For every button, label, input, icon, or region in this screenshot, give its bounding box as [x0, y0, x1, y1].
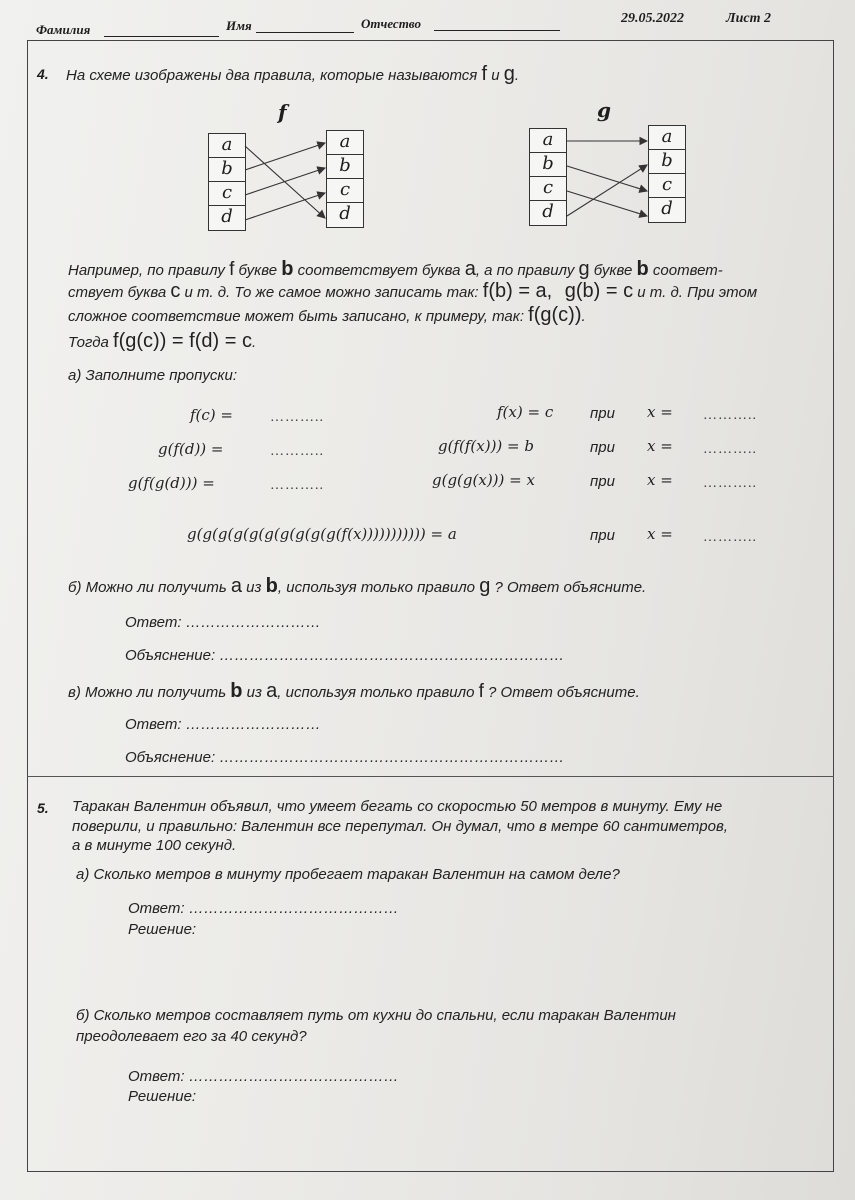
task4-intro: На схеме изображены два правила, которые называются f и g.	[66, 63, 520, 85]
blank-fc[interactable]: ………..	[270, 410, 324, 425]
task5-part-b-question-line-2: преодолевает его за 40 секунд?	[76, 1028, 307, 1045]
part-c-question: в) Можно ли получить b из a, используя только правило f ? Ответ объясните.	[68, 680, 640, 702]
blank-gffx[interactable]: ………..	[703, 442, 757, 457]
blank-expr-fc: f(c) =	[190, 406, 233, 424]
task-divider	[27, 776, 834, 777]
f-left-c: c	[209, 182, 245, 206]
task5-part-a-answer-field[interactable]: Ответ: ……………………………………	[128, 900, 399, 917]
f-right-a: a	[327, 131, 363, 155]
example-line-1: Например, по правилу f букве b соответствует буква a, а по правилу g букве b соответ-	[68, 258, 723, 280]
task5-number: 5.	[37, 800, 49, 816]
when-label: при	[590, 439, 615, 456]
g-right-d: d	[661, 198, 673, 219]
task5-part-a-solution-label: Решение:	[128, 921, 197, 938]
blank-expr-gfd: g(f(d)) =	[158, 440, 224, 458]
blank-expr-gggx: g(g(g(x))) = x	[432, 471, 535, 489]
when-label: при	[590, 473, 615, 490]
task5-part-b-solution-label: Решение:	[128, 1088, 197, 1105]
f-right-b: b	[327, 155, 363, 179]
blank-fx[interactable]: ………..	[703, 408, 757, 423]
task5-line-3: а в минуте 100 секунд.	[72, 837, 237, 854]
blank-expr-fx: f(x) = c	[497, 403, 554, 421]
when-label: при	[590, 405, 615, 422]
example-line-3: сложное соответствие может быть записано, к примеру, так: f(g(c)).	[68, 304, 586, 326]
var-label: x =	[647, 525, 673, 543]
sheet-number: Лист 2	[726, 11, 771, 26]
task5-part-b-question-line-1: б) Сколько метров составляет путь от кухни до спальни, если таракан Валентин	[76, 1007, 676, 1024]
blank-gfgd[interactable]: ………..	[270, 478, 324, 493]
blank-gggx[interactable]: ………..	[703, 476, 757, 491]
f-right-c: c	[327, 179, 363, 203]
name-label: Имя	[226, 18, 252, 33]
task5-part-b-solution-area[interactable]	[128, 1112, 808, 1167]
f-right-d: d	[339, 203, 351, 224]
surname-label: Фамилия	[36, 22, 91, 37]
part-c-answer-field[interactable]: Ответ: ………………………	[125, 716, 321, 733]
g-left-c: c	[530, 177, 566, 201]
g-left-b: b	[530, 153, 566, 177]
blank-long[interactable]: ………..	[703, 530, 757, 545]
blank-expr-gfgd: g(f(g(d))) =	[128, 474, 215, 492]
diagram-g-left-column	[529, 128, 567, 226]
task5-line-1: Таракан Валентин объявил, что умеет бегать со скоростью 50 метров в минуту. Ему не	[72, 798, 723, 815]
g-left-a: a	[530, 129, 566, 153]
var-label: x =	[647, 403, 673, 421]
part-b-explanation-field[interactable]: Объяснение: ……………………………………………………………	[125, 647, 565, 664]
when-label: при	[590, 527, 615, 544]
g-right-a: a	[649, 126, 685, 150]
diagram-g-right-column	[648, 125, 686, 223]
task5-line-2: поверили, и правильно: Валентин все перепутал. Он думал, что в метре 60 сантиметров,	[72, 818, 728, 835]
date: 29.05.2022	[621, 11, 684, 26]
g-left-d: d	[542, 201, 554, 222]
example-line-2: ствует буква c и т. д. То же самое можно записать так: f(b) = a, g(b) = c и т. д. При этом	[68, 280, 758, 302]
part-a-label: а) Заполните пропуски:	[68, 367, 237, 384]
f-left-b: b	[209, 158, 245, 182]
blank-expr-long: g(g(g(g(g(g(g(g(g(g(f(x))))))))))) = a	[187, 525, 457, 543]
blank-gfd[interactable]: ………..	[270, 444, 324, 459]
diagram-f-arrows	[0, 0, 855, 260]
task4-number: 4.	[37, 66, 49, 82]
blank-expr-gffx: g(f(f(x))) = b	[438, 437, 534, 455]
task5-part-b-answer-field[interactable]: Ответ: ……………………………………	[128, 1068, 399, 1085]
diagram-g-title: g	[597, 98, 611, 122]
patronymic-label: Отчество	[361, 16, 421, 31]
task5-part-a-question: а) Сколько метров в минуту пробегает таракан Валентин на самом деле?	[76, 866, 620, 883]
g-right-b: b	[649, 150, 685, 174]
g-right-c: c	[649, 174, 685, 198]
var-label: x =	[647, 471, 673, 489]
example-line-4: Тогда f(g(c)) = f(d) = c.	[68, 330, 257, 352]
part-c-explanation-field[interactable]: Объяснение: ……………………………………………………………	[125, 749, 565, 766]
task5-part-a-solution-area[interactable]	[128, 945, 808, 1000]
diagram-f-title: f	[278, 100, 287, 124]
part-b-answer-field[interactable]: Ответ: ………………………	[125, 614, 321, 631]
f-left-a: a	[209, 134, 245, 158]
f-left-d: d	[221, 206, 233, 227]
part-b-question: б) Можно ли получить a из b, используя только правило g ? Ответ объясните.	[68, 575, 647, 597]
var-label: x =	[647, 437, 673, 455]
